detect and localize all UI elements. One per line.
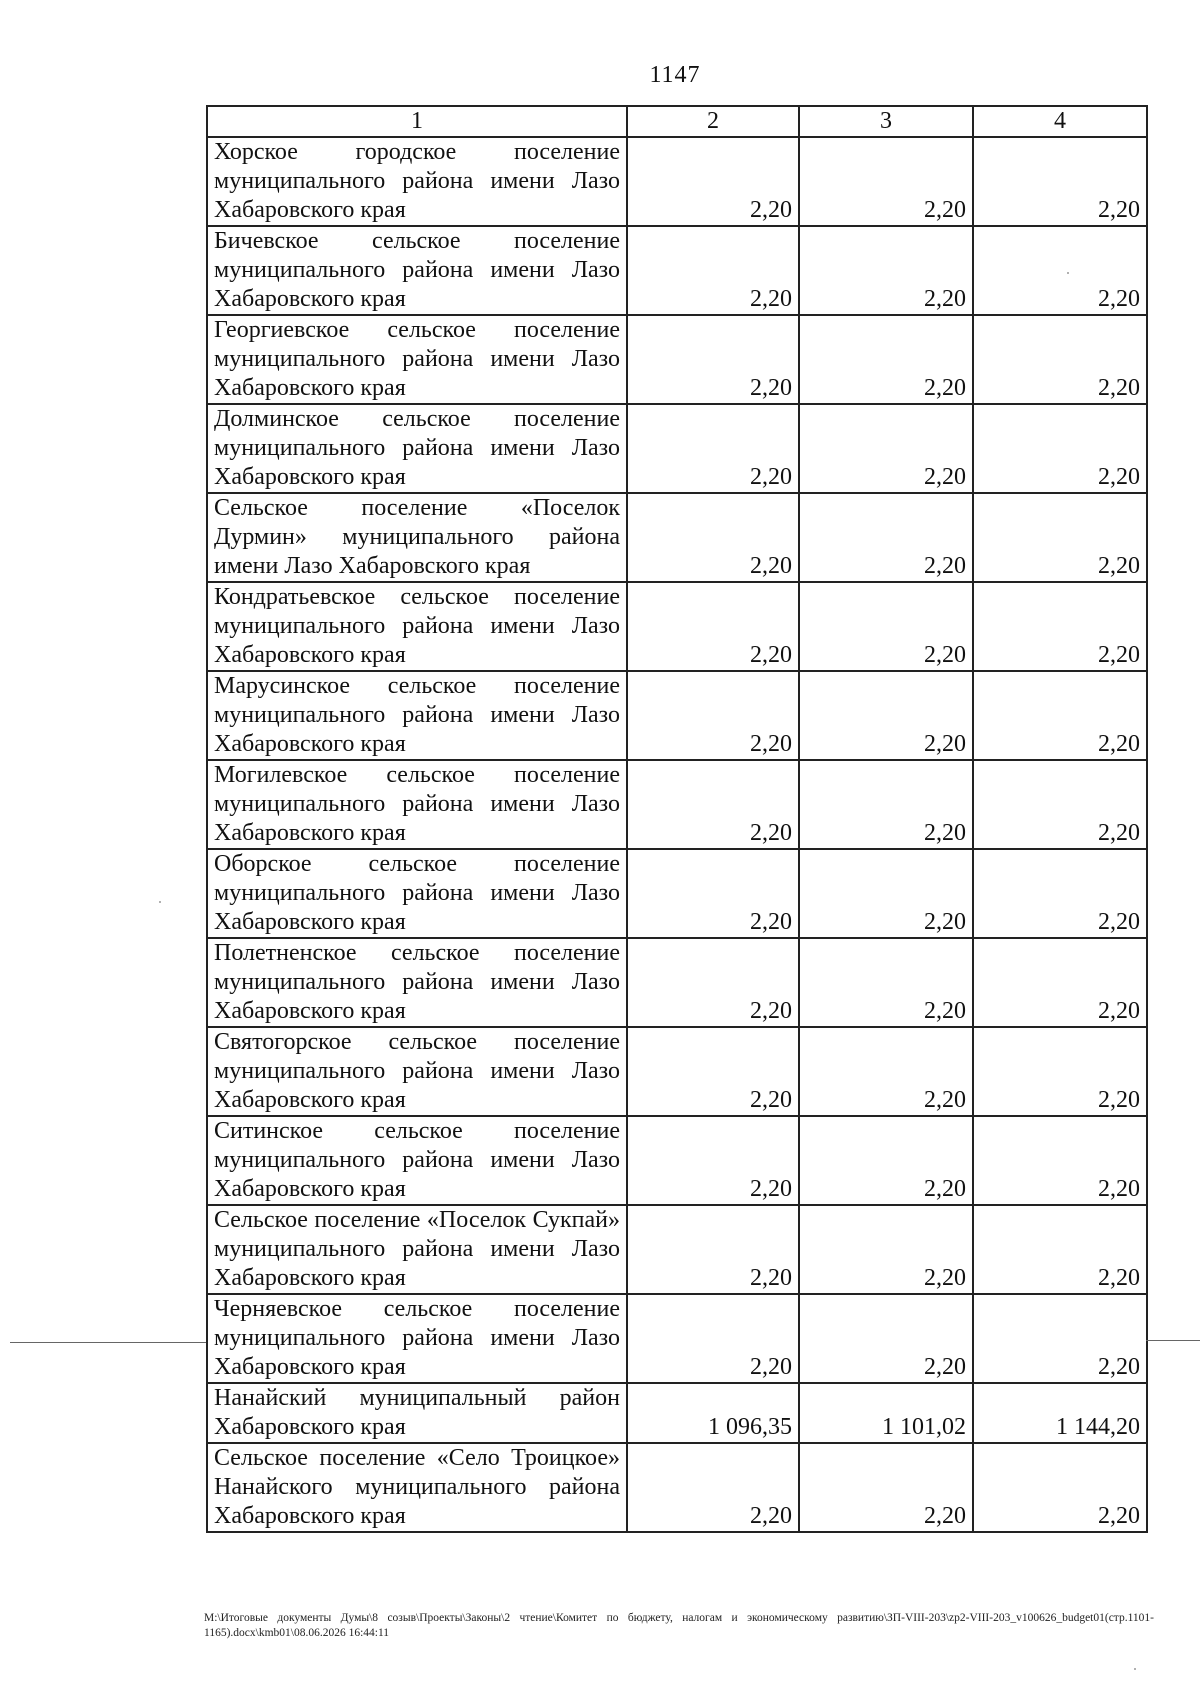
value-cell-col3: 2,20	[799, 1116, 973, 1205]
value-cell-col3: 2,20	[799, 582, 973, 671]
table-row	[207, 1205, 1147, 1294]
page-number: 1147	[649, 62, 701, 88]
municipality-name-cell: Нанайский муниципальный район Хабаровского края	[207, 1383, 627, 1443]
value-cell-col3: 2,20	[799, 493, 973, 582]
column-header: 4	[973, 106, 1147, 137]
scan-line	[1146, 1340, 1200, 1341]
table-row	[207, 315, 1147, 404]
table-row	[207, 938, 1147, 1027]
table-row	[207, 582, 1147, 671]
value-cell-col2: 2,20	[627, 1294, 799, 1383]
municipality-name-cell: Оборское сельское поселение муниципального района имени Лазо Хабаровского края	[207, 849, 627, 938]
document-footer-path: M:\Итоговые документы Думы\8 созыв\Проекты\Законы\2 чтение\Комитет по бюджету, налогам и экономическому развитию\ЗП-VIII-203\zp2-VIII-203_v100626_budget01(стр.1101-1165).docx\kmb01\08.06.2026 16:44:11	[204, 1612, 1154, 1639]
value-cell-col4: 2,20	[973, 1027, 1147, 1116]
table-row	[207, 493, 1147, 582]
table-header-row	[207, 106, 1147, 137]
value-cell-col3: 2,20	[799, 938, 973, 1027]
municipality-name-cell: Георгиевское сельское поселение муниципального района имени Лазо Хабаровского края	[207, 315, 627, 404]
value-cell-col4: 2,20	[973, 404, 1147, 493]
table-body	[207, 137, 1147, 1532]
value-cell-col2: 2,20	[627, 582, 799, 671]
municipality-name-cell: Сельское поселение «Село Троицкое» Нанайского муниципального района Хабаровского края	[207, 1443, 627, 1532]
value-cell-col2: 2,20	[627, 315, 799, 404]
municipality-name-cell: Святогорское сельское поселение муниципального района имени Лазо Хабаровского края	[207, 1027, 627, 1116]
municipality-name-cell: Бичевское сельское поселение муниципального района имени Лазо Хабаровского края	[207, 226, 627, 315]
value-cell-col4: 2,20	[973, 226, 1147, 315]
table-row	[207, 1443, 1147, 1532]
scan-speck	[1134, 1668, 1136, 1670]
value-cell-col3: 2,20	[799, 760, 973, 849]
value-cell-col2: 2,20	[627, 1116, 799, 1205]
value-cell-col3: 2,20	[799, 1205, 973, 1294]
municipality-name-cell: Черняевское сельское поселение муниципального района имени Лазо Хабаровского края	[207, 1294, 627, 1383]
table-row	[207, 671, 1147, 760]
municipality-name-cell: Сельское поселение «Поселок Сукпай» муниципального района имени Лазо Хабаровского края	[207, 1205, 627, 1294]
value-cell-col3: 1 101,02	[799, 1383, 973, 1443]
value-cell-col2: 2,20	[627, 1027, 799, 1116]
value-cell-col3: 2,20	[799, 226, 973, 315]
value-cell-col2: 2,20	[627, 760, 799, 849]
table-row	[207, 1027, 1147, 1116]
value-cell-col3: 2,20	[799, 137, 973, 226]
value-cell-col2: 2,20	[627, 849, 799, 938]
value-cell-col2: 2,20	[627, 1443, 799, 1532]
table-row	[207, 1294, 1147, 1383]
value-cell-col4: 2,20	[973, 315, 1147, 404]
budget-table	[206, 105, 1148, 1533]
value-cell-col4: 2,20	[973, 1294, 1147, 1383]
column-header: 2	[627, 106, 799, 137]
value-cell-col2: 2,20	[627, 137, 799, 226]
table-row	[207, 226, 1147, 315]
value-cell-col2: 2,20	[627, 938, 799, 1027]
value-cell-col4: 2,20	[973, 938, 1147, 1027]
value-cell-col4: 2,20	[973, 137, 1147, 226]
value-cell-col2: 2,20	[627, 1205, 799, 1294]
municipality-name-cell: Хорское городское поселение муниципального района имени Лазо Хабаровского края	[207, 137, 627, 226]
scan-speck	[159, 901, 161, 903]
value-cell-col4: 1 144,20	[973, 1383, 1147, 1443]
value-cell-col2: 2,20	[627, 226, 799, 315]
municipality-name-cell: Марусинское сельское поселение муниципального района имени Лазо Хабаровского края	[207, 671, 627, 760]
table-row	[207, 1116, 1147, 1205]
column-header: 1	[207, 106, 627, 137]
municipality-name-cell: Сельское поселение «Поселок Дурмин» муниципального района имени Лазо Хабаровского края	[207, 493, 627, 582]
municipality-name-cell: Полетненское сельское поселение муниципального района имени Лазо Хабаровского края	[207, 938, 627, 1027]
value-cell-col2: 2,20	[627, 671, 799, 760]
value-cell-col3: 2,20	[799, 404, 973, 493]
value-cell-col4: 2,20	[973, 1116, 1147, 1205]
table-row	[207, 760, 1147, 849]
value-cell-col2: 2,20	[627, 404, 799, 493]
scan-line	[10, 1342, 206, 1343]
column-header: 3	[799, 106, 973, 137]
table-row	[207, 137, 1147, 226]
value-cell-col4: 2,20	[973, 493, 1147, 582]
scan-speck	[1067, 272, 1069, 274]
municipality-name-cell: Ситинское сельское поселение муниципального района имени Лазо Хабаровского края	[207, 1116, 627, 1205]
value-cell-col3: 2,20	[799, 1443, 973, 1532]
table-row	[207, 404, 1147, 493]
value-cell-col4: 2,20	[973, 849, 1147, 938]
municipality-name-cell: Кондратьевское сельское поселение муниципального района имени Лазо Хабаровского края	[207, 582, 627, 671]
value-cell-col4: 2,20	[973, 671, 1147, 760]
value-cell-col3: 2,20	[799, 849, 973, 938]
value-cell-col2: 2,20	[627, 493, 799, 582]
value-cell-col3: 2,20	[799, 1027, 973, 1116]
value-cell-col4: 2,20	[973, 1443, 1147, 1532]
table-row	[207, 1383, 1147, 1443]
table-row	[207, 849, 1147, 938]
value-cell-col4: 2,20	[973, 1205, 1147, 1294]
value-cell-col3: 2,20	[799, 315, 973, 404]
municipality-name-cell: Долминское сельское поселение муниципального района имени Лазо Хабаровского края	[207, 404, 627, 493]
value-cell-col3: 2,20	[799, 1294, 973, 1383]
value-cell-col4: 2,20	[973, 760, 1147, 849]
value-cell-col3: 2,20	[799, 671, 973, 760]
value-cell-col2: 1 096,35	[627, 1383, 799, 1443]
municipality-name-cell: Могилевское сельское поселение муниципального района имени Лазо Хабаровского края	[207, 760, 627, 849]
value-cell-col4: 2,20	[973, 582, 1147, 671]
